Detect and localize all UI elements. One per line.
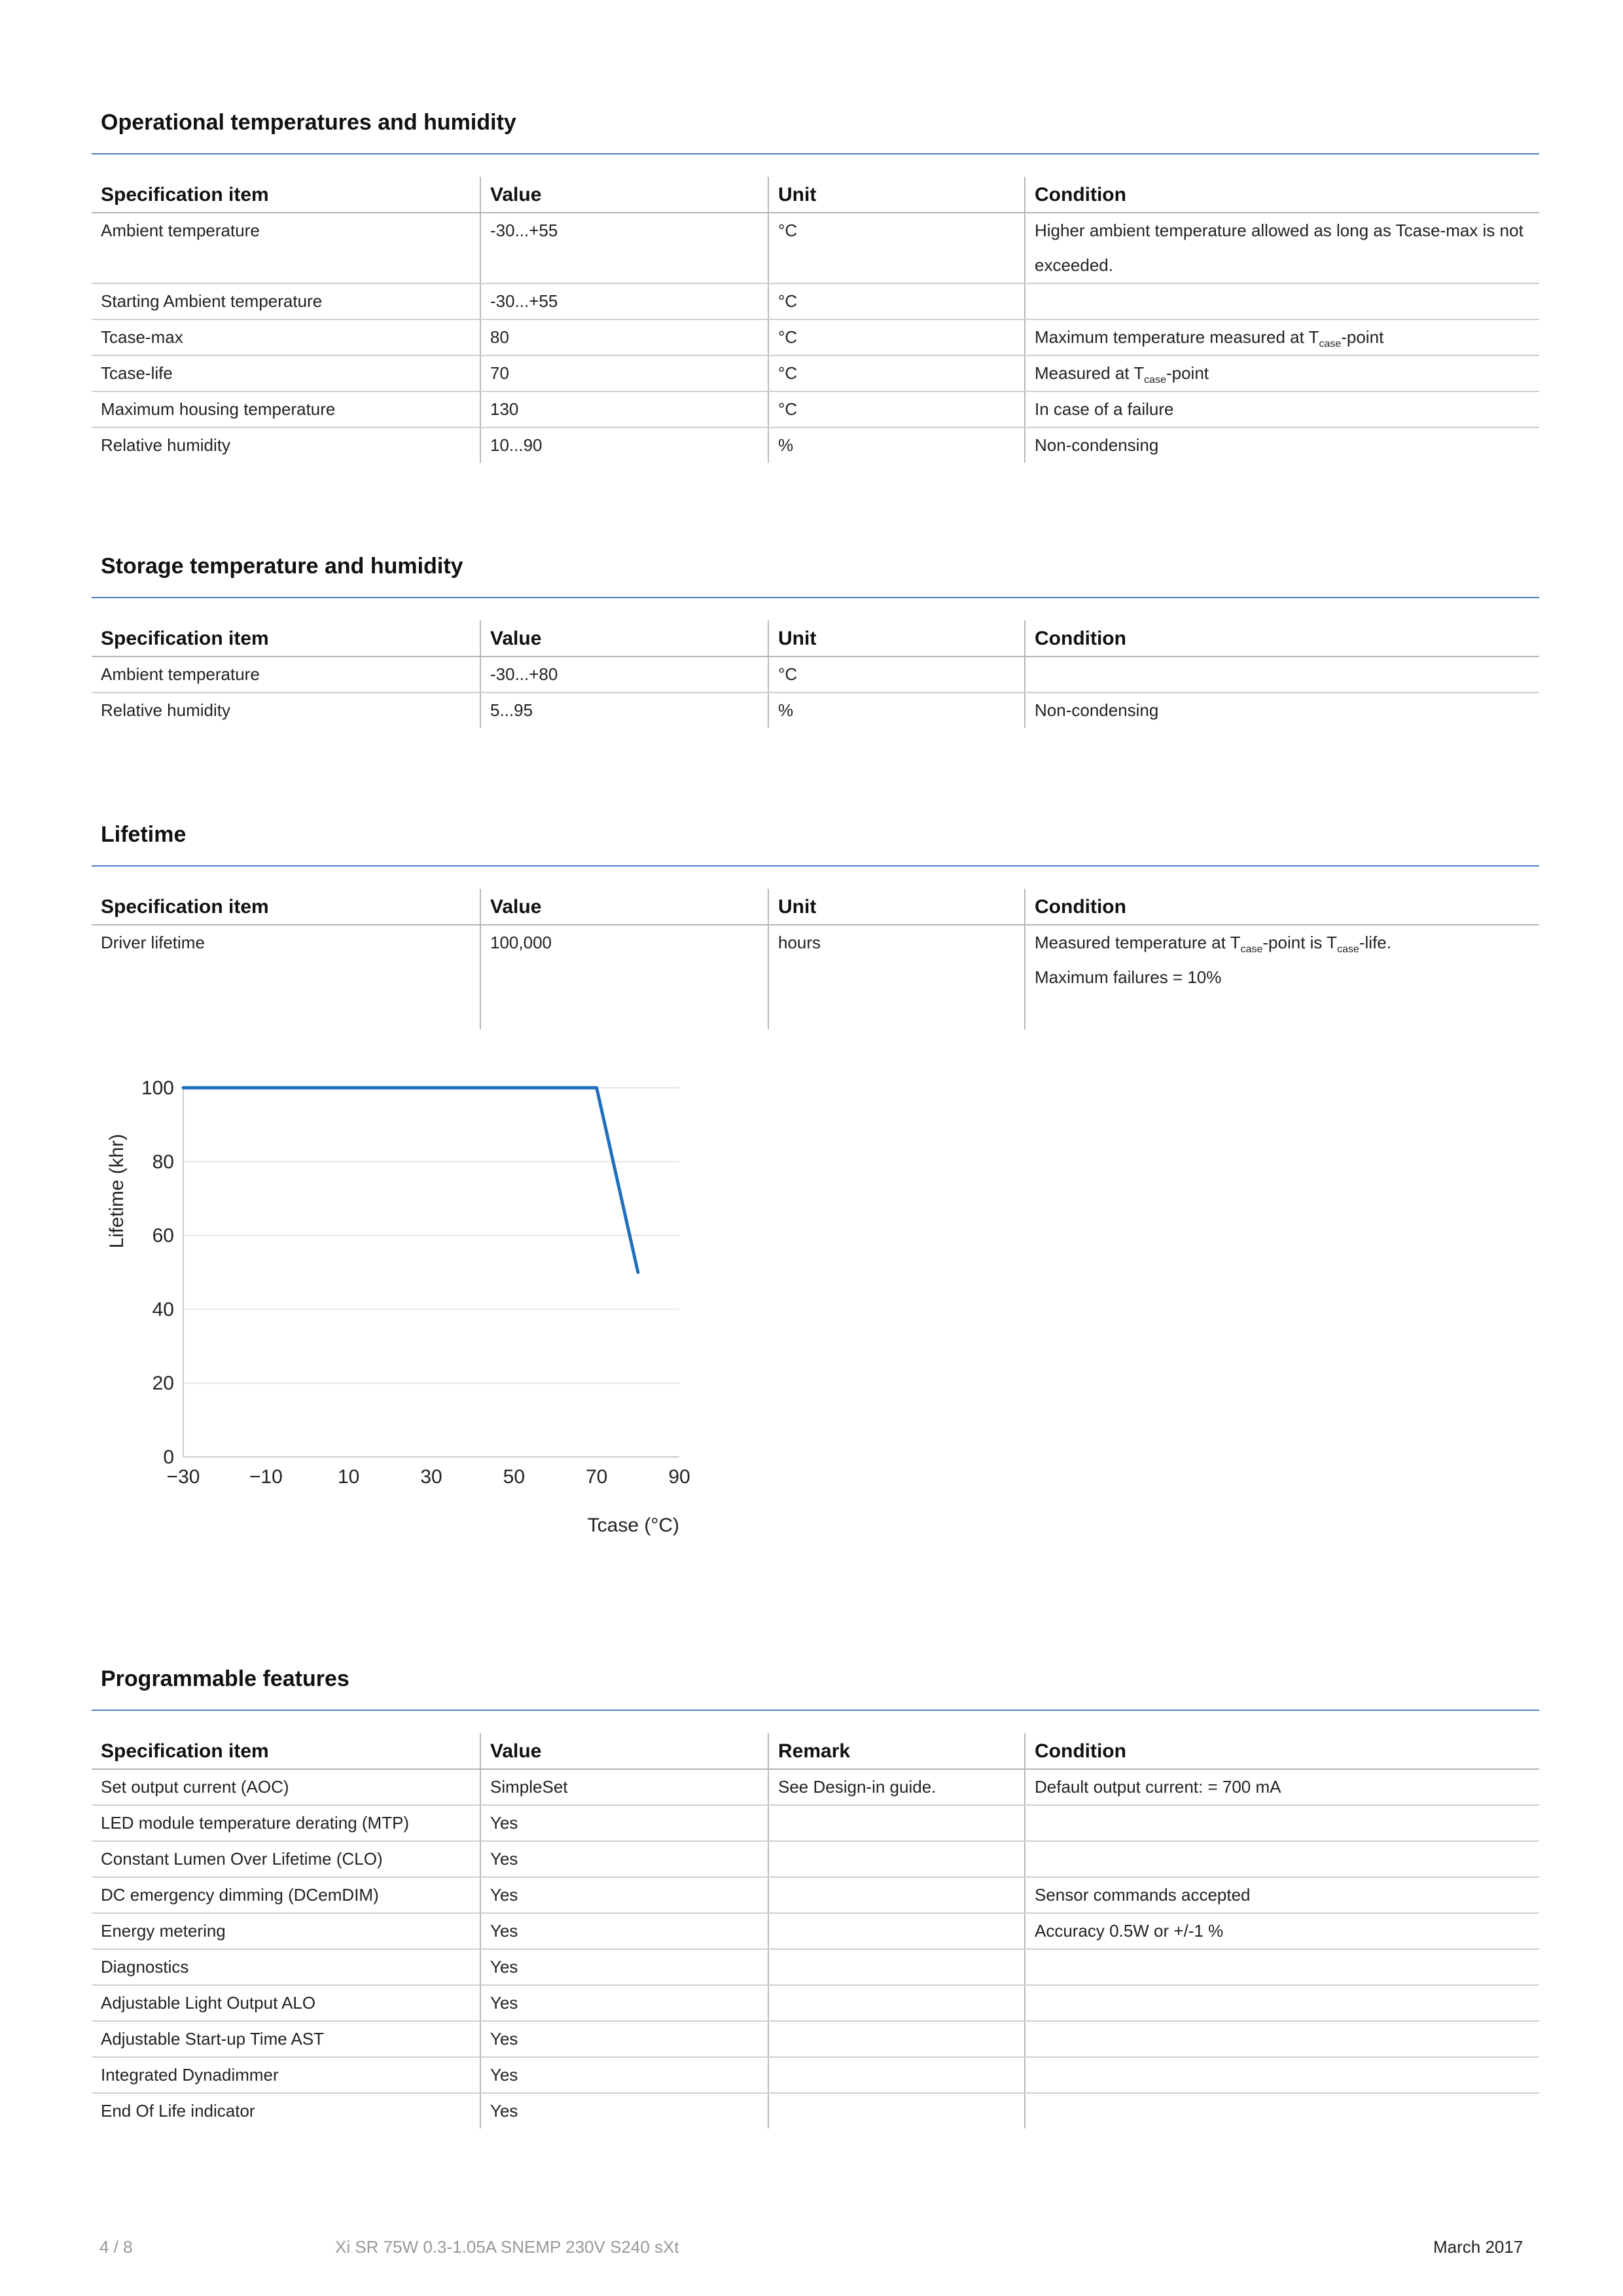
spec-condition: Default output current: = 700 mA [1025, 1769, 1539, 1805]
spec-remark [768, 2021, 1025, 2057]
table-row [92, 213, 1539, 283]
spec-condition [1025, 2057, 1539, 2093]
spec-item: Integrated Dynadimmer [92, 2057, 480, 2093]
section-title: Programmable features [101, 1666, 349, 1691]
spec-value: 80 [480, 319, 768, 355]
y-axis-label: Lifetime (khr) [106, 1134, 128, 1249]
condition-text: -life. [1359, 933, 1391, 952]
table-row [92, 1841, 1539, 1877]
spec-condition: In case of a failure [1025, 391, 1539, 427]
condition-text: Maximum temperature measured at T [1035, 327, 1319, 347]
lifetime-series-line [183, 1088, 638, 1272]
section-divider [92, 865, 1539, 867]
condition-subscript: case [1144, 374, 1166, 386]
y-tick-label: 60 [152, 1225, 174, 1247]
spec-value: 70 [480, 355, 768, 391]
spec-item: Ambient temperature [92, 656, 480, 692]
spec-item: Driver lifetime [101, 933, 205, 952]
spec-remark: See Design-in guide. [768, 1769, 1025, 1805]
spec-condition [1025, 283, 1539, 319]
column-header: Unit [768, 620, 1025, 656]
spec-condition [1025, 2093, 1539, 2128]
spec-value: Yes [480, 2057, 768, 2093]
table-header-row [92, 889, 1539, 925]
column-header: Specification item [92, 889, 480, 925]
spec-condition: Non-condensing [1025, 427, 1539, 463]
spec-value: SimpleSet [480, 1769, 768, 1805]
spec-item: Energy metering [92, 1913, 480, 1949]
spec-unit: % [768, 692, 1025, 728]
condition-subscript: case [1240, 944, 1263, 956]
condition-line: Maximum failures = 10% [1035, 967, 1222, 987]
spec-item: Ambient temperature [92, 213, 480, 283]
spec-value: 5...95 [480, 692, 768, 728]
spec-condition [1025, 1949, 1539, 1985]
table-row [92, 1769, 1539, 1805]
spec-item: Set output current (AOC) [92, 1769, 480, 1805]
table-row [92, 1877, 1539, 1913]
x-tick-label: −10 [249, 1466, 283, 1488]
spec-item: Adjustable Start-up Time AST [92, 2021, 480, 2057]
spec-condition [1025, 656, 1539, 692]
spec-condition: Sensor commands accepted [1025, 1877, 1539, 1913]
programmable-table-body [92, 1769, 1539, 2128]
column-header: Condition [1025, 889, 1539, 925]
x-tick-label: 50 [503, 1466, 526, 1488]
spec-remark [768, 1805, 1025, 1841]
spec-value: -30...+55 [480, 213, 768, 283]
spec-unit: °C [768, 319, 1025, 355]
footer-page-number: 4 / 8 [99, 2237, 133, 2257]
condition-subscript: case [1337, 944, 1359, 956]
spec-condition [1025, 355, 1539, 391]
table-row [92, 283, 1539, 319]
footer-date: March 2017 [1433, 2237, 1524, 2257]
table-row [92, 355, 1539, 391]
section-divider [92, 153, 1539, 154]
footer-product-name: Xi SR 75W 0.3-1.05A SNEMP 230V S240 sXt [335, 2237, 679, 2257]
spec-value: Yes [480, 1949, 768, 1985]
spec-value: 100,000 [480, 925, 768, 1030]
x-axis-label: Tcase (°C) [587, 1515, 679, 1536]
spec-remark [768, 1877, 1025, 1913]
column-header: Specification item [92, 177, 480, 213]
condition-text: -point is T [1262, 933, 1338, 952]
spec-condition: Accuracy 0.5W or +/-1 % [1025, 1913, 1539, 1949]
spec-value: Yes [480, 1877, 768, 1913]
spec-item: Maximum housing temperature [92, 391, 480, 427]
spec-value: Yes [480, 1805, 768, 1841]
spec-remark [768, 1913, 1025, 1949]
spec-condition: Non-condensing [1025, 692, 1539, 728]
table-header-row [92, 1733, 1539, 1769]
x-tick-label: 90 [668, 1466, 690, 1488]
spec-condition [1025, 319, 1539, 355]
table-row [92, 1913, 1539, 1949]
spec-remark [768, 2093, 1025, 2128]
table-row [92, 427, 1539, 463]
y-tick-label: 0 [163, 1446, 174, 1468]
table-row [92, 1949, 1539, 1985]
spec-item: DC emergency dimming (DCemDIM) [92, 1877, 480, 1913]
x-tick-label: 10 [337, 1466, 360, 1488]
spec-unit: °C [768, 213, 1025, 283]
x-tick-label: 70 [585, 1466, 608, 1488]
table-row [92, 925, 1539, 1030]
spec-condition [1025, 2021, 1539, 2057]
column-header: Specification item [92, 1733, 480, 1769]
spec-value: Yes [480, 1841, 768, 1877]
programmable-table [92, 1733, 1539, 2128]
condition-text: Measured at T [1035, 363, 1145, 383]
spec-condition [1025, 925, 1539, 1030]
column-header: Condition [1025, 1733, 1539, 1769]
column-header: Unit [768, 177, 1025, 213]
storage-table [92, 620, 1539, 728]
x-tick-label: −30 [166, 1466, 200, 1488]
spec-unit: °C [768, 391, 1025, 427]
section-divider [92, 1710, 1539, 1711]
spec-value: -30...+80 [480, 656, 768, 692]
section-title: Operational temperatures and humidity [101, 110, 516, 135]
spec-item: Relative humidity [101, 435, 230, 455]
table-row [92, 319, 1539, 355]
condition-subscript: case [1319, 338, 1342, 350]
spec-item: Relative humidity [101, 700, 230, 720]
table-row [92, 1985, 1539, 2021]
table-row [92, 2057, 1539, 2093]
spec-remark [768, 1949, 1025, 1985]
spec-item: Tcase-max [92, 319, 480, 355]
y-tick-label: 40 [152, 1299, 174, 1321]
spec-value: Yes [480, 1985, 768, 2021]
operational-table [92, 177, 1539, 463]
column-header: Value [480, 620, 768, 656]
spec-item: Constant Lumen Over Lifetime (CLO) [92, 1841, 480, 1877]
table-row [92, 1805, 1539, 1841]
spec-condition [1025, 1805, 1539, 1841]
spec-condition [1025, 1841, 1539, 1877]
spec-value: Yes [480, 1913, 768, 1949]
spec-unit: hours [768, 925, 1025, 1030]
spec-unit: °C [768, 355, 1025, 391]
column-header: Value [480, 1733, 768, 1769]
column-header: Unit [768, 889, 1025, 925]
spec-remark [768, 1841, 1025, 1877]
spec-value: 10...90 [480, 427, 768, 463]
column-header: Value [480, 889, 768, 925]
table-row [92, 2021, 1539, 2057]
spec-item: Starting Ambient temperature [92, 283, 480, 319]
section-divider [92, 597, 1539, 598]
spec-condition [1025, 1985, 1539, 2021]
spec-value: Yes [480, 2021, 768, 2057]
table-row [92, 656, 1539, 692]
table-row [92, 692, 1539, 728]
lifetime-chart [92, 1067, 720, 1564]
y-tick-label: 100 [141, 1077, 174, 1099]
spec-unit: °C [768, 656, 1025, 692]
condition-text: Measured temperature at T [1035, 933, 1241, 952]
section-title: Storage temperature and humidity [101, 554, 463, 579]
column-header: Condition [1025, 620, 1539, 656]
condition-text: -point [1341, 327, 1384, 347]
column-header: Condition [1025, 177, 1539, 213]
y-tick-label: 20 [152, 1372, 174, 1395]
column-header: Value [480, 177, 768, 213]
spec-remark [768, 1985, 1025, 2021]
spec-item: Adjustable Light Output ALO [92, 1985, 480, 2021]
x-tick-label: 30 [420, 1466, 442, 1488]
spec-value: 130 [480, 391, 768, 427]
lifetime-table [92, 889, 1539, 1030]
column-header: Specification item [92, 620, 480, 656]
spec-unit: % [768, 427, 1025, 463]
spec-unit: °C [768, 283, 1025, 319]
spec-item: Tcase-life [92, 355, 480, 391]
y-tick-label: 80 [152, 1151, 174, 1173]
table-row [92, 2093, 1539, 2128]
column-header: Remark [768, 1733, 1025, 1769]
spec-item: Diagnostics [92, 1949, 480, 1985]
table-row [92, 391, 1539, 427]
spec-item: End Of Life indicator [101, 2101, 255, 2121]
lifetime-chart-svg [92, 1067, 720, 1564]
condition-text: -point [1166, 363, 1209, 383]
spec-value: Yes [480, 2093, 768, 2128]
spec-value: -30...+55 [480, 283, 768, 319]
condition-line [1035, 925, 1531, 960]
table-header-row [92, 620, 1539, 656]
table-header-row [92, 177, 1539, 213]
spec-item: LED module temperature derating (MTP) [92, 1805, 480, 1841]
section-title: Lifetime [101, 822, 187, 847]
spec-condition: Higher ambient temperature allowed as long as Tcase-max is not exceeded. [1025, 213, 1539, 283]
spec-remark [768, 2057, 1025, 2093]
